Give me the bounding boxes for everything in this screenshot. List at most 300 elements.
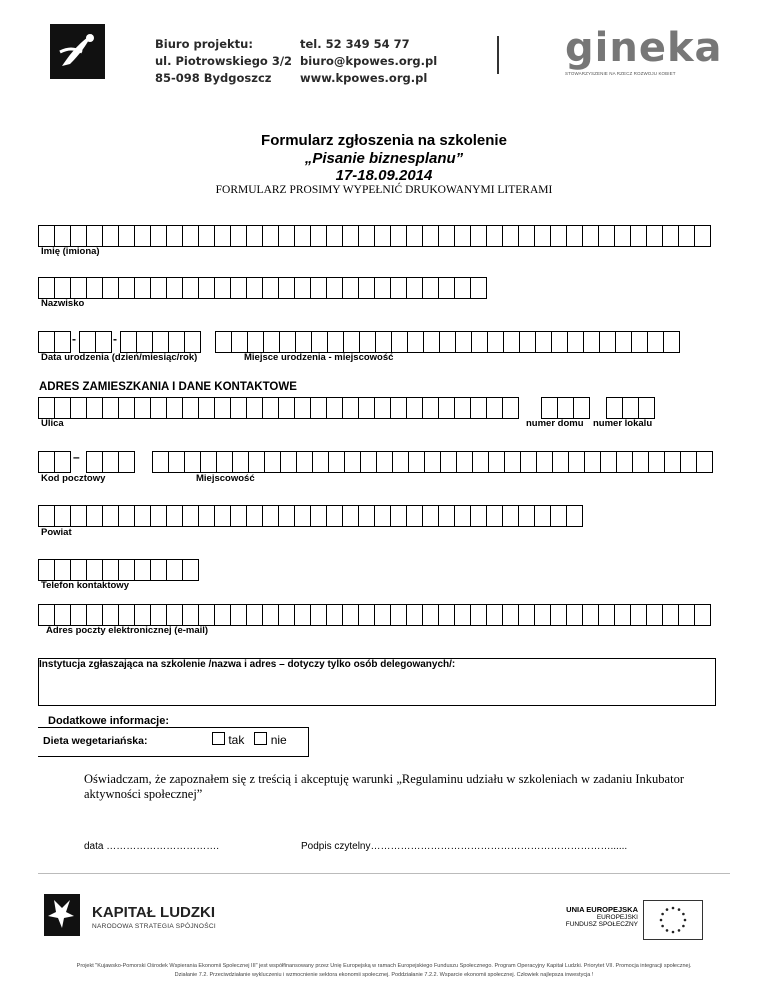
char-box[interactable]: [358, 505, 374, 527]
char-box[interactable]: [422, 277, 438, 299]
char-box[interactable]: [278, 397, 294, 419]
date-dash-2: -: [113, 332, 117, 346]
char-box[interactable]: [54, 505, 70, 527]
first-name-boxes[interactable]: [38, 225, 711, 247]
char-box[interactable]: [600, 451, 616, 473]
char-box[interactable]: [79, 331, 95, 353]
char-box[interactable]: [358, 277, 374, 299]
char-box[interactable]: [86, 225, 102, 247]
training-name: „Pisanie biznesplanu”: [304, 150, 464, 167]
char-box[interactable]: [391, 331, 407, 353]
char-box[interactable]: [406, 397, 422, 419]
char-box[interactable]: [152, 331, 168, 353]
char-box[interactable]: [118, 277, 134, 299]
char-box[interactable]: [230, 397, 246, 419]
char-box[interactable]: [230, 505, 246, 527]
vegetarian-no-checkbox[interactable]: [254, 732, 267, 745]
char-box[interactable]: [678, 604, 694, 626]
char-box[interactable]: [54, 331, 71, 353]
char-box[interactable]: [280, 451, 296, 473]
char-box[interactable]: [182, 277, 198, 299]
char-box[interactable]: [342, 277, 358, 299]
char-box[interactable]: [38, 331, 54, 353]
char-box[interactable]: [582, 604, 598, 626]
char-box[interactable]: [102, 451, 118, 473]
char-box[interactable]: [406, 225, 422, 247]
char-box[interactable]: [647, 331, 663, 353]
char-box[interactable]: [678, 225, 694, 247]
char-box[interactable]: [557, 397, 573, 419]
char-box[interactable]: [150, 397, 166, 419]
char-box[interactable]: [663, 331, 680, 353]
char-box[interactable]: [471, 331, 487, 353]
char-box[interactable]: [232, 451, 248, 473]
char-box[interactable]: [262, 505, 278, 527]
char-box[interactable]: [502, 505, 518, 527]
char-box[interactable]: [374, 225, 390, 247]
postal-code-boxes-1[interactable]: [38, 451, 71, 473]
char-box[interactable]: [438, 397, 454, 419]
char-box[interactable]: [120, 331, 136, 353]
char-box[interactable]: [390, 397, 406, 419]
char-box[interactable]: [54, 225, 70, 247]
char-box[interactable]: [118, 505, 134, 527]
char-box[interactable]: [70, 397, 86, 419]
char-box[interactable]: [311, 331, 327, 353]
char-box[interactable]: [631, 331, 647, 353]
char-box[interactable]: [502, 225, 518, 247]
char-box[interactable]: [166, 277, 182, 299]
county-boxes[interactable]: [38, 505, 583, 527]
char-box[interactable]: [360, 451, 376, 473]
char-box[interactable]: [502, 397, 519, 419]
char-box[interactable]: [166, 604, 182, 626]
char-box[interactable]: [584, 451, 600, 473]
char-box[interactable]: [102, 604, 118, 626]
birth-place-boxes[interactable]: [215, 331, 680, 353]
char-box[interactable]: [454, 505, 470, 527]
char-box[interactable]: [184, 331, 201, 353]
char-box[interactable]: [214, 604, 230, 626]
last-name-label: Nazwisko: [41, 298, 85, 309]
char-box[interactable]: [294, 397, 310, 419]
char-box[interactable]: [54, 451, 71, 473]
char-box[interactable]: [614, 225, 630, 247]
char-box[interactable]: [38, 604, 54, 626]
char-box[interactable]: [599, 331, 615, 353]
last-name-boxes[interactable]: [38, 277, 487, 299]
char-box[interactable]: [343, 331, 359, 353]
char-box[interactable]: [646, 225, 662, 247]
char-box[interactable]: [573, 397, 590, 419]
char-box[interactable]: [70, 225, 86, 247]
char-box[interactable]: [182, 604, 198, 626]
char-box[interactable]: [38, 277, 54, 299]
char-box[interactable]: [296, 451, 312, 473]
char-box[interactable]: [102, 559, 118, 581]
char-box[interactable]: [541, 397, 557, 419]
char-box[interactable]: [247, 331, 263, 353]
char-box[interactable]: [390, 505, 406, 527]
char-box[interactable]: [615, 331, 631, 353]
char-box[interactable]: [150, 225, 166, 247]
char-box[interactable]: [102, 277, 118, 299]
char-box[interactable]: [262, 277, 278, 299]
char-box[interactable]: [86, 397, 102, 419]
char-box[interactable]: [262, 225, 278, 247]
char-box[interactable]: [278, 505, 294, 527]
char-box[interactable]: [326, 505, 342, 527]
char-box[interactable]: [518, 225, 534, 247]
char-box[interactable]: [326, 225, 342, 247]
char-box[interactable]: [166, 225, 182, 247]
postal-code-label: Kod pocztowy: [41, 473, 106, 484]
char-box[interactable]: [152, 451, 168, 473]
char-box[interactable]: [214, 505, 230, 527]
char-box[interactable]: [406, 277, 422, 299]
char-box[interactable]: [486, 505, 502, 527]
char-box[interactable]: [422, 505, 438, 527]
char-box[interactable]: [342, 397, 358, 419]
char-box[interactable]: [662, 225, 678, 247]
char-box[interactable]: [95, 331, 112, 353]
char-box[interactable]: [86, 604, 102, 626]
char-box[interactable]: [664, 451, 680, 473]
postal-dash: –: [73, 450, 80, 464]
char-box[interactable]: [486, 225, 502, 247]
char-box[interactable]: [648, 451, 664, 473]
char-box[interactable]: [472, 451, 488, 473]
char-box[interactable]: [150, 604, 166, 626]
char-box[interactable]: [342, 505, 358, 527]
char-box[interactable]: [54, 604, 70, 626]
char-box[interactable]: [310, 505, 326, 527]
char-box[interactable]: [646, 604, 662, 626]
char-box[interactable]: [198, 277, 214, 299]
char-box[interactable]: [390, 225, 406, 247]
char-box[interactable]: [630, 604, 646, 626]
char-box[interactable]: [606, 397, 622, 419]
char-box[interactable]: [470, 397, 486, 419]
char-box[interactable]: [38, 397, 54, 419]
char-box[interactable]: [550, 505, 566, 527]
char-box[interactable]: [150, 505, 166, 527]
char-box[interactable]: [230, 277, 246, 299]
phone-boxes[interactable]: [38, 559, 199, 581]
char-box[interactable]: [166, 559, 182, 581]
char-box[interactable]: [200, 451, 216, 473]
char-box[interactable]: [214, 397, 230, 419]
birth-year-boxes[interactable]: [120, 331, 201, 353]
char-box[interactable]: [680, 451, 696, 473]
char-box[interactable]: [134, 604, 150, 626]
char-box[interactable]: [375, 331, 391, 353]
char-box[interactable]: [279, 331, 295, 353]
birth-day-boxes[interactable]: [38, 331, 71, 353]
char-box[interactable]: [622, 397, 638, 419]
char-box[interactable]: [86, 277, 102, 299]
char-box[interactable]: [278, 604, 294, 626]
char-box[interactable]: [358, 225, 374, 247]
char-box[interactable]: [534, 225, 550, 247]
char-box[interactable]: [662, 604, 678, 626]
char-box[interactable]: [134, 397, 150, 419]
char-box[interactable]: [70, 277, 86, 299]
char-box[interactable]: [376, 451, 392, 473]
char-box[interactable]: [168, 451, 184, 473]
char-box[interactable]: [278, 225, 294, 247]
char-box[interactable]: [230, 604, 246, 626]
char-box[interactable]: [86, 559, 102, 581]
char-box[interactable]: [198, 397, 214, 419]
char-box[interactable]: [374, 604, 390, 626]
char-box[interactable]: [198, 505, 214, 527]
char-box[interactable]: [326, 604, 342, 626]
char-box[interactable]: [503, 331, 519, 353]
char-box[interactable]: [118, 559, 134, 581]
char-box[interactable]: [216, 451, 232, 473]
char-box[interactable]: [310, 604, 326, 626]
char-box[interactable]: [358, 604, 374, 626]
char-box[interactable]: [632, 451, 648, 473]
char-box[interactable]: [342, 604, 358, 626]
char-box[interactable]: [168, 331, 184, 353]
char-box[interactable]: [182, 559, 199, 581]
char-box[interactable]: [182, 505, 198, 527]
char-box[interactable]: [295, 331, 311, 353]
char-box[interactable]: [294, 225, 310, 247]
char-box[interactable]: [150, 277, 166, 299]
char-box[interactable]: [438, 225, 454, 247]
char-box[interactable]: [551, 331, 567, 353]
char-box[interactable]: [166, 505, 182, 527]
vegetarian-options: [212, 732, 287, 747]
char-box[interactable]: [294, 604, 310, 626]
char-box[interactable]: [150, 559, 166, 581]
char-box[interactable]: [230, 225, 246, 247]
project-office: [155, 36, 292, 87]
char-box[interactable]: [294, 277, 310, 299]
postal-code-boxes-2[interactable]: [86, 451, 135, 473]
char-box[interactable]: [246, 604, 262, 626]
char-box[interactable]: [246, 225, 262, 247]
char-box[interactable]: [470, 505, 486, 527]
char-box[interactable]: [134, 225, 150, 247]
char-box[interactable]: [438, 604, 454, 626]
char-box[interactable]: [312, 451, 328, 473]
char-box[interactable]: [102, 397, 118, 419]
char-box[interactable]: [454, 225, 470, 247]
char-box[interactable]: [102, 505, 118, 527]
char-box[interactable]: [504, 451, 520, 473]
char-box[interactable]: [134, 277, 150, 299]
char-box[interactable]: [358, 397, 374, 419]
char-box[interactable]: [262, 397, 278, 419]
char-box[interactable]: [552, 451, 568, 473]
char-box[interactable]: [359, 331, 375, 353]
char-box[interactable]: [424, 451, 440, 473]
char-box[interactable]: [214, 277, 230, 299]
char-box[interactable]: [54, 277, 70, 299]
char-box[interactable]: [550, 225, 566, 247]
char-box[interactable]: [246, 277, 262, 299]
char-box[interactable]: [423, 331, 439, 353]
char-box[interactable]: [38, 225, 54, 247]
char-box[interactable]: [616, 451, 632, 473]
eu-fund-line1: EUROPEJSKI: [596, 914, 638, 921]
char-box[interactable]: [118, 604, 134, 626]
char-box[interactable]: [422, 225, 438, 247]
eu-title: UNIA EUROPEJSKA: [566, 905, 638, 914]
date-line[interactable]: data …………………………….: [84, 841, 220, 852]
char-box[interactable]: [214, 225, 230, 247]
char-box[interactable]: [407, 331, 423, 353]
char-box[interactable]: [246, 505, 262, 527]
char-box[interactable]: [567, 331, 583, 353]
char-box[interactable]: [518, 604, 534, 626]
char-box[interactable]: [456, 451, 472, 473]
char-box[interactable]: [488, 451, 504, 473]
char-box[interactable]: [86, 505, 102, 527]
char-box[interactable]: [422, 604, 438, 626]
birth-month-boxes[interactable]: [79, 331, 112, 353]
char-box[interactable]: [614, 604, 630, 626]
char-box[interactable]: [54, 559, 70, 581]
char-box[interactable]: [70, 559, 86, 581]
char-box[interactable]: [310, 397, 326, 419]
char-box[interactable]: [582, 225, 598, 247]
flat-number-boxes[interactable]: [606, 397, 655, 419]
char-box[interactable]: [422, 397, 438, 419]
char-box[interactable]: [166, 397, 182, 419]
char-box[interactable]: [696, 451, 713, 473]
char-box[interactable]: [198, 225, 214, 247]
char-box[interactable]: [518, 505, 534, 527]
char-box[interactable]: [519, 331, 535, 353]
char-box[interactable]: [327, 331, 343, 353]
char-box[interactable]: [118, 397, 134, 419]
char-box[interactable]: [520, 451, 536, 473]
char-box[interactable]: [134, 559, 150, 581]
char-box[interactable]: [342, 225, 358, 247]
char-box[interactable]: [440, 451, 456, 473]
char-box[interactable]: [184, 451, 200, 473]
char-box[interactable]: [406, 505, 422, 527]
char-box[interactable]: [502, 604, 518, 626]
char-box[interactable]: [215, 331, 231, 353]
char-box[interactable]: [438, 277, 454, 299]
char-box[interactable]: [38, 559, 54, 581]
street-boxes[interactable]: [38, 397, 519, 419]
char-box[interactable]: [455, 331, 471, 353]
char-box[interactable]: [598, 604, 614, 626]
char-box[interactable]: [374, 505, 390, 527]
char-box[interactable]: [86, 451, 102, 473]
char-box[interactable]: [535, 331, 551, 353]
char-box[interactable]: [454, 397, 470, 419]
char-box[interactable]: [374, 397, 390, 419]
char-box[interactable]: [566, 505, 583, 527]
char-box[interactable]: [102, 225, 118, 247]
char-box[interactable]: [294, 505, 310, 527]
char-box[interactable]: [326, 397, 342, 419]
char-box[interactable]: [583, 331, 599, 353]
char-box[interactable]: [374, 277, 390, 299]
char-box[interactable]: [566, 225, 582, 247]
city-boxes[interactable]: [152, 451, 713, 473]
char-box[interactable]: [536, 451, 552, 473]
char-box[interactable]: [231, 331, 247, 353]
char-box[interactable]: [182, 397, 198, 419]
char-box[interactable]: [134, 505, 150, 527]
char-box[interactable]: [566, 604, 582, 626]
char-box[interactable]: [392, 451, 408, 473]
char-box[interactable]: [38, 505, 54, 527]
char-box[interactable]: [310, 277, 326, 299]
char-box[interactable]: [408, 451, 424, 473]
email-boxes[interactable]: [38, 604, 711, 626]
char-box[interactable]: [486, 397, 502, 419]
house-number-boxes[interactable]: [541, 397, 590, 419]
char-box[interactable]: [694, 225, 711, 247]
char-box[interactable]: [638, 397, 655, 419]
char-box[interactable]: [70, 505, 86, 527]
char-box[interactable]: [264, 451, 280, 473]
char-box[interactable]: [406, 604, 422, 626]
char-box[interactable]: [454, 604, 470, 626]
char-box[interactable]: [70, 604, 86, 626]
char-box[interactable]: [344, 451, 360, 473]
char-box[interactable]: [598, 225, 614, 247]
char-box[interactable]: [454, 277, 470, 299]
char-box[interactable]: [278, 277, 294, 299]
char-box[interactable]: [118, 451, 135, 473]
char-box[interactable]: [263, 331, 279, 353]
char-box[interactable]: [439, 331, 455, 353]
char-box[interactable]: [182, 225, 198, 247]
char-box[interactable]: [694, 604, 711, 626]
char-box[interactable]: [534, 505, 550, 527]
char-box[interactable]: [198, 604, 214, 626]
eu-flag-icon: [643, 900, 703, 940]
char-box[interactable]: [54, 397, 70, 419]
char-box[interactable]: [248, 451, 264, 473]
char-box[interactable]: [310, 225, 326, 247]
char-box[interactable]: [470, 604, 486, 626]
char-box[interactable]: [118, 225, 134, 247]
char-box[interactable]: [136, 331, 152, 353]
char-box[interactable]: [246, 397, 262, 419]
char-box[interactable]: [486, 604, 502, 626]
char-box[interactable]: [487, 331, 503, 353]
char-box[interactable]: [326, 277, 342, 299]
char-box[interactable]: [534, 604, 550, 626]
char-box[interactable]: [38, 451, 54, 473]
char-box[interactable]: [328, 451, 344, 473]
char-box[interactable]: [550, 604, 566, 626]
char-box[interactable]: [470, 225, 486, 247]
signature-line[interactable]: Podpis czytelny………………………………………………………………......: [301, 841, 628, 852]
char-box[interactable]: [630, 225, 646, 247]
training-dates: 17-18.09.2014: [335, 167, 433, 184]
char-box[interactable]: [390, 604, 406, 626]
char-box[interactable]: [262, 604, 278, 626]
char-box[interactable]: [568, 451, 584, 473]
vegetarian-yes-checkbox[interactable]: [212, 732, 225, 745]
char-box[interactable]: [470, 277, 487, 299]
char-box[interactable]: [438, 505, 454, 527]
char-box[interactable]: [390, 277, 406, 299]
